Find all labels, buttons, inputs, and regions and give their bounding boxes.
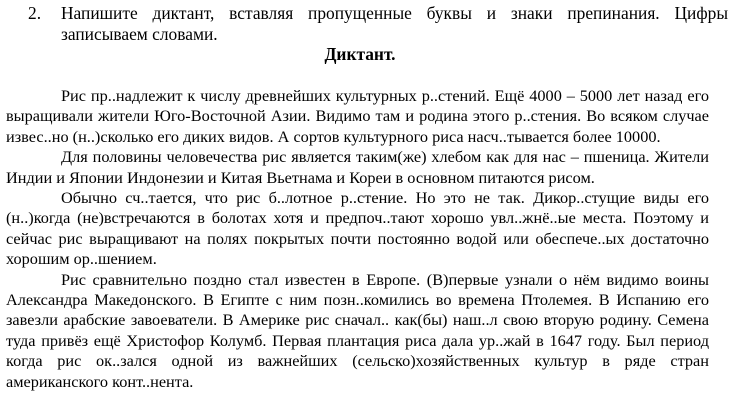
paragraph-1: Рис пр..надлежит к числу древнейших культурных р..стений. Ещё 4000 – 5000 лет назад его выращивали жители Юго-Восточной Азии. Видимо там и родина этого р..стения. Во всяком случае извес..но (н..)сколько его диких видов. А сортов культурного риса насч..тывается более 10000. <box>6 86 709 146</box>
paragraph-2: Для половины человечества рис является таким(же) хлебом как для нас – пшеница. Жители Индии и Японии Индонезии и Китая Вьетнама и Кореи в основном питаются рисом. <box>6 147 709 187</box>
dictation-title: Диктант. <box>324 44 396 64</box>
task-instruction <box>28 3 728 45</box>
paragraph-3: Обычно сч..тается, что рис б..лотное р..стение. Но это не так. Дикор..стущие виды его (н..)когда (не)встречаются в болотах хотя и предпоч..тают хорошо увл..жнё..ые места. Поэтому и сейчас рис выращивают на полях покрытых почти постоянно водой или обеспече..ых достаточно хорошим ор..шением. <box>6 188 709 269</box>
dictation-body <box>6 86 709 392</box>
paragraph-4: Рис сравнительно поздно стал известен в Европе. (В)первые узнали о нём видимо воины Александра Македонского. В Египте с ним позн..комились во времена Птолемея. В Испанию его завезли арабские завоеватели. В Америке рис сначал.. как(бы) наш..л свою вторую родину. Семена туда привёз ещё Христофор Колумб. Первая плантация риса дала ур..жай в 1647 году. Был период когда рис ок..зался одной из важнейших (сельско)хозяйственных культур в ряде стран американского конт..нента. <box>6 269 709 391</box>
task-number: 2. <box>28 3 42 23</box>
task-text: Напишите диктант, вставляя пропущенные буквы и знаки препинания. Цифры записываем словами. <box>61 3 728 44</box>
